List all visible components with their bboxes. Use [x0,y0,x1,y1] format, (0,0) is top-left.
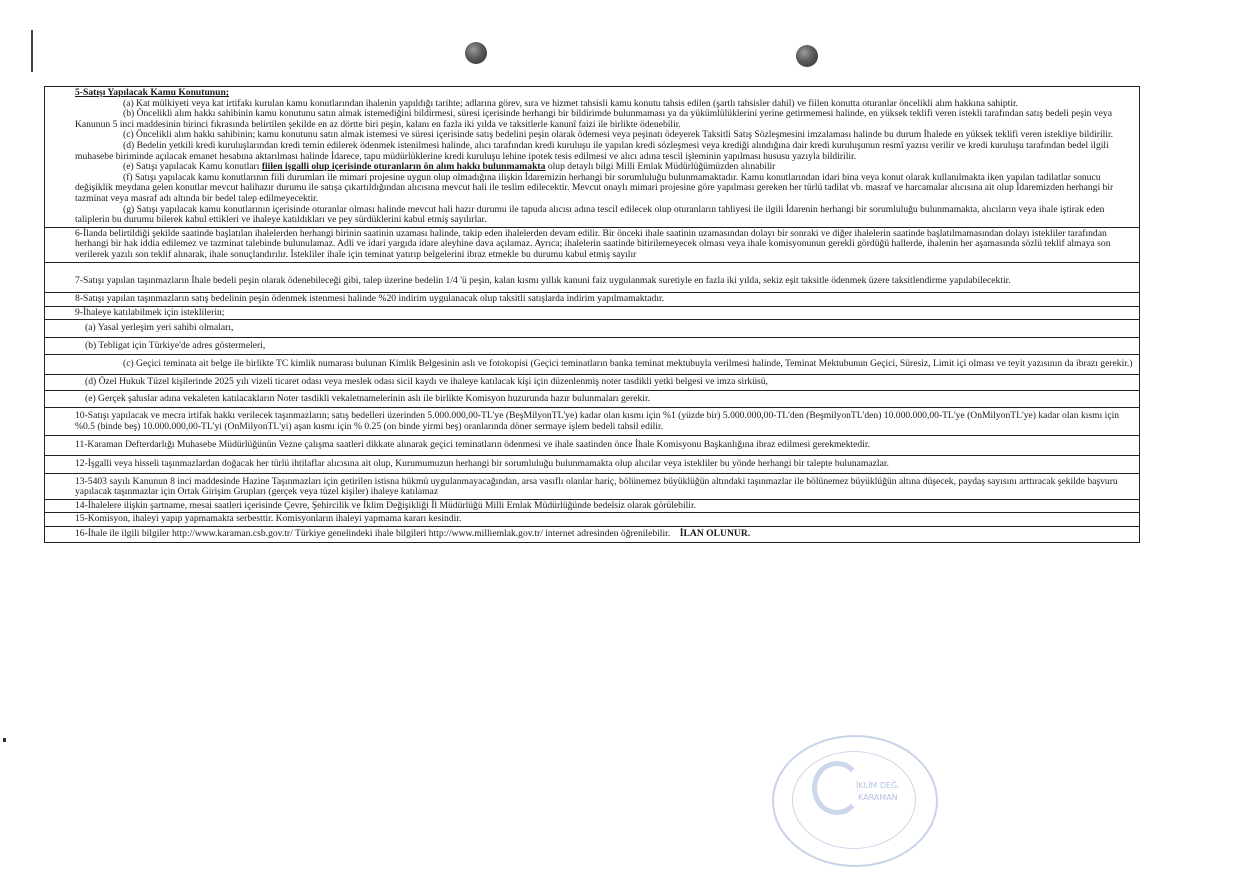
section-9-title-text: 9-İhaleye katılabilmek için isteklilerin; [75,306,225,318]
section-9-title [45,307,1139,321]
section-5-e-underlined: fiilen işgalli olup içerisinde oturanların ön alım hakkı bulunmamakta [261,161,546,173]
section-16-text: 16-İhale ile ilgili bilgiler http://www.karaman.csb.gov.tr/ Türkiye genelindeki ihale bilgileri http://www.milliemlak.gov.tr/ internet adresinden öğrenilebilir. [75,528,671,539]
section-8 [45,293,1139,307]
section-5 [45,87,1139,228]
section-9-d-text: (d) Özel Hukuk Tüzel kişilerinde 2025 yılı vizeli ticaret odası veya meslek odası sicil kaydı ve ihaleye katılacak kişi için düzenlenmiş noter tasdikli yetki belgesi ve imza sirküsü, [85,376,768,388]
section-5-f: (f) Satışı yapılacak kamu konutlarının fiili durumları ile mimari projesine uygun olup olmadığına ilişkin İdaremizin herhangi bir sorumluluğu bulunmamaktadır. Kamu konutlarından idari bina veya konut olarak kullanılmakta iken yapılan tadilatlar sonucu değişiklik meydana gelen konutlar mevcut halihazır durumu ile satışa çıkartıldığından alıcısına mevcut hali ile teslim edilecektir. Mevcut onaylı mimari projesine göre yapılması gereken her türlü tadilat vb. masraf ve harcamalar alıcısına ait olup İdaremizden herhangi bir tazminat veya masraf adı altında bir bedel talep edilmeyecektir. [75,171,1114,204]
section-5-title: 5-Satışı Yapılacak Kamu Konutunun; [75,87,229,98]
closing-statement: İLAN OLUNUR. [679,528,751,539]
section-7 [45,263,1139,294]
punch-hole-right [796,45,818,67]
section-9-d [45,375,1139,391]
section-15 [45,513,1139,527]
section-5-g: (g) Satışı yapılacak kamu konutlarının içerisinde oturanlar olması halinde mevcut hali hazır durumu ile tapuda alıcısı adına tescil edilecek olup oturanların tahliyesi ile ilgili İdarenin herhangi bir sorumluluğu bulunmamakta, alıcıların veya ihale iştirak eden taliplerin bu durumu bilerek kabul ettikleri ve ihaleye katıldıkları ve pey sürdüklerini kabul etmiş sayılırlar. [75,203,1105,226]
official-seal-stamp [772,735,938,867]
section-5-e-pre: (e) Satışı yapılacak Kamu konutları [123,161,262,173]
section-9-b [45,338,1139,356]
section-14 [45,500,1139,514]
section-9-e [45,391,1139,409]
section-11 [45,436,1139,456]
scan-edge-dot [3,738,6,742]
punch-hole-left [465,42,487,64]
section-9-c-text: (c) Geçici teminata ait belge ile birlikte TC kimlik numarası bulunan Kimlik Belgesinin aslı ve fotokopisi (Geçici teminatların banka teminat mektubuyla verilmesi halinde, Teminat Mektubunun Geçici, Süresiz, Limit içi olması ve teyit yazısının da ibrazı gerekir.) [123,358,1133,370]
section-16-line [75,529,1136,540]
announcement-table [44,86,1140,543]
section-11-text: 11-Karaman Defterdarlığı Muhasebe Müdürlüğünün Vezne çalışma saatleri dikkate alınarak geçici teminatların ödenmesi ve ihale saatinden önce İhale Komisyonu Başkanlığına ibraz edilmesi gerekmektedir. [75,439,870,451]
section-9-b-text: (b) Tebligat için Türkiye'de adres göstermeleri, [85,339,266,351]
section-9-c [45,355,1139,375]
section-10 [45,408,1139,436]
stamp-text-1: KARAMAN [858,793,898,802]
section-12 [45,456,1139,474]
section-14-text: 14-İhalelere ilişkin şartname, mesai saatleri içerisinde Çevre, Şehircilik ve İklim Değişikliği İl Müdürlüğü Milli Emlak Müdürlüğünde bedelsiz olarak görülebilir. [75,499,697,511]
section-15-text: 15-Komisyon, ihaleyi yapıp yapmamakta serbesttir. Komisyonların ihaleyi yapmama kararı kesindir. [75,513,462,525]
section-5-b: (b) Öncelikli alım hakkı sahibinin kamu konutunu satın almak istemediğini bildirmesi, süresi içerisinde herhangi bir bildirimde bulunmaması ya da yükümlülüklerini yerine getirmemesi halinde, en yüksek teklifi veren istekli tarafından satış bedeli peşin veya Kanunun 5 inci maddesinin birinci fıkrasında belirtilen şekilde en az dörtte biri peşin, kalanı en fazla iki yılda ve taksitlerle kanunî faizi ile birlikte ödenebilir. [75,108,1112,130]
stamp-text-2: İKLİM DEĞ. [856,781,900,790]
section-5-d: (d) Bedelin yetkili kredi kuruluşlarından kredi temin edilerek ödenmek istenilmesi halinde, alıcı tarafından kredi kuruluşu ile yapılan kredi sözleşmesi veya krediği alındığına dair kredi kuruluşunun resmî yazısı verilir ve kredi kuruluşu tarafından bedel ilgili muhasebe biriminde açılacak emanet hesabına aktarılması halinde İdarece, tapu müdürlüklerine kredi kuruluşu lehine ipotek tesis edilmesi ve alıcı adına tescil işleminin yapılması hususu yazıyla bildirilir. [75,139,1109,162]
section-8-text: 8-Satışı yapılan taşınmazların satış bedelinin peşin ödenmek istenmesi halinde %20 indirim uygulanacak olup taksitli satışlarda indirim yapılmamaktadır. [75,293,665,305]
section-5-a: (a) Kat mülkiyeti veya kat irtifakı kurulan kamu konutlarından ihalenin yapıldığı tarihte; adlarına görev, sıra ve hizmet tahsisli kamu konutu tahsis edilen (şartlı tahsisler dahil) ve fiilen konutta oturanlar öncelikli alım hakkına sahiptir. [123,97,1019,109]
section-9-a [45,320,1139,338]
section-9-a-text: (a) Yasal yerleşim yeri sahibi olmaları, [85,322,234,334]
section-6 [45,228,1139,263]
section-9-e-text: (e) Gerçek şahıslar adına vekaleten katılacakların Noter tasdikli vekaletnamelerinin aslı ile birlikte Komisyon huzurunda hazır bulunmaları gerekir. [85,392,651,404]
section-6-text: 6-İlanda belirtildiği şekilde saatinde başlatılan ihalelerden herhangi birinin saatinin uzaması halinde, takip eden ihalelerden devam edilir. Bir önceki ihale saatinin uzamasından dolayı bir sonraki ve diğer ihalelerin saatinde başlatılmamasından dolayı istekliler tarafından herhangi bir hak iddia edilemez ve tazminat talebinde bulunulamaz. Adli ve idari yargıda idare aleyhine dava açılamaz. Ayrıca; ihalelerin saatinde bitirilemeyecek olması veya ihale komisyonunun gerekli gördüğü hallerde, ihalenin her aşamasında sözlü teklif almaya son verilerek yazılı son teklif alınarak, ihale sonuçlandırılır. İstekliler ihale için teminat yatırıp belgelerini ibraz etmekle bu durumu kabul etmiş sayılır [75,227,1111,260]
section-5-c: (c) Öncelikli alım hakkı sahibinin; kamu konutunu satın almak istemesi ve süresi içerisinde satış bedelini peşin olarak ödemesi veya peşinatı ödeyerek Taksitli Satış Sözleşmesini imzalaması halinde bu durum İhalede en yüksek teklifi veren istekliye bildirilir. [123,129,1114,141]
section-16 [45,527,1139,543]
section-7-text: 7-Satışı yapılan taşınmazların İhale bedeli peşin olarak ödenebileceği gibi, talep üzerine bedelin 1/4 'ü peşin, kalan kısmı yıllık kanuni faiz uygulanmak suretiyle en fazla iki yılda, sekiz eşit taksitle ödenmek üzere taksitlendirme yapılabilecektir. [75,274,1011,286]
section-13-text: 13-5403 sayılı Kanunun 8 inci maddesinde Hazine Taşınmazları için getirilen istisna hükmü uygulanmayacağından, arsa vasıflı olanlar hariç, bölünemez büyüklüğün altındaki taşınmazlar ile bölünemez büyüklüğün altına düşecek, paydaş sayısını arttıracak şekilde başvuru yapılacak taşınmazlar için Ortak Girişim Grupları (gerçek veya tüzel kişiler) ihaleye katılamaz [75,475,1118,498]
section-13 [45,474,1139,500]
section-5-e-post: olup detaylı bilgi Milli Emlak Müdürlüğümüzden alınabilir [545,161,776,173]
section-12-text: 12-İşgalli veya hisseli taşınmazlardan doğacak her türlü ihtilaflar alıcısına ait olup, Kurumumuzun herhangi bir sorumluluğu bulunmamakta olup alıcılar veya istekliler bu yönde herhangi bir talepte bulunamazlar. [75,458,889,470]
scan-edge-mark [31,30,33,72]
section-10-text: 10-Satışı yapılacak ve mecra irtifak hakkı verilecek taşınmazların; satış bedelleri üzerinden 5.000.000,00-TL'ye (BeşMilyonTL'ye) kadar olan kısmı için %1 (yüzde bir) 5.000.000,00-TL'den (BeşmilyonTL'den) 10.000.000,00-TL'ye (OnMilyonTL'ye) kadar olan kısmı için %0.5 (binde beş) 10.000.000,00-TL'yi (OnMilyonTL'yi) aşan kısmı için % 0.25 (on binde yirmi beş) oranlarında döner sermaye işlem bedeli tahsil edilir. [75,410,1120,432]
stamp-crescent-icon [812,761,862,815]
